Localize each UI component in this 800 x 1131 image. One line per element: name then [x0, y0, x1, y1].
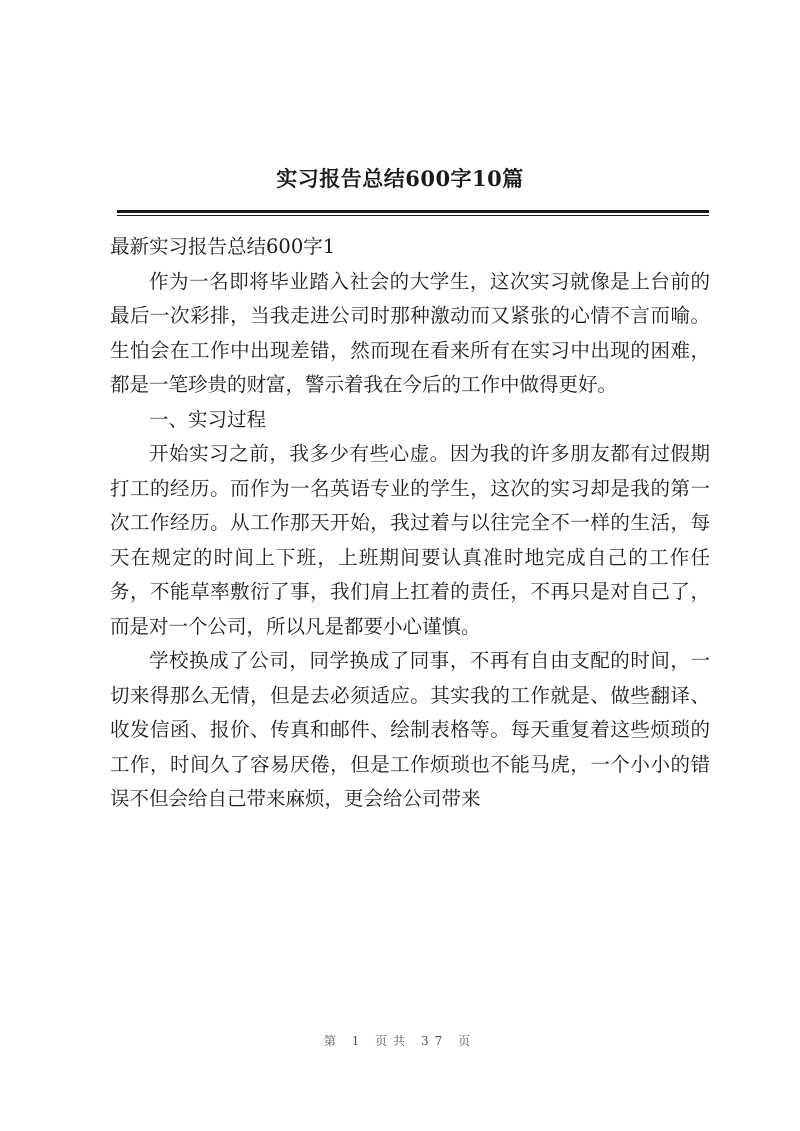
paragraph-intro: 作为一名即将毕业踏入社会的大学生，这次实习就像是上台前的最后一次彩排，当我走进公司时那种激动而又紧张的心情不言而喻。生怕会在工作中出现差错，然而现在看来所有在实习中出现的困难，都是一笔珍贵的财富，警示着我在今后的工作中做得更好。 [110, 269, 710, 396]
document-body [110, 230, 710, 817]
section-heading: 最新实习报告总结600字1 [110, 235, 336, 258]
paragraph-before-internship: 开始实习之前，我多少有些心虚。因为我的许多朋友都有过假期打工的经历。而作为一名英语专业的学生，这次的实习却是我的第一次工作经历。从工作那天开始，我过着与以往完全不一样的生活，每天在规定的时间上下班，上班期间要认真准时地完成自己的工作任务，不能草率敷衍了事，我们肩上扛着的责任，不再只是对自己了，而是对一个公司，所以凡是都要小心谨慎。 [110, 442, 710, 638]
page-footer: 第 1 页共 37 页 [323, 1034, 477, 1048]
subheading-internship-process: 一、实习过程 [149, 407, 267, 431]
paragraph-school-to-company: 学校换成了公司，同学换成了同事，不再有自由支配的时间，一切来得那么无情，但是去必须适应。其实我的工作就是、做些翻译、收发信函、报价、传真和邮件、绘制表格等。每天重复着这些烦琐的工作，时间久了容易厌倦，但是工作烦琐也不能马虎，一个小小的错误不但会给自己带来麻烦，更会给公司带来 [110, 649, 710, 810]
document-title: 实习报告总结600字10篇 [276, 166, 524, 191]
title-rule-thin [117, 215, 709, 216]
title-rule-thick [117, 210, 709, 213]
